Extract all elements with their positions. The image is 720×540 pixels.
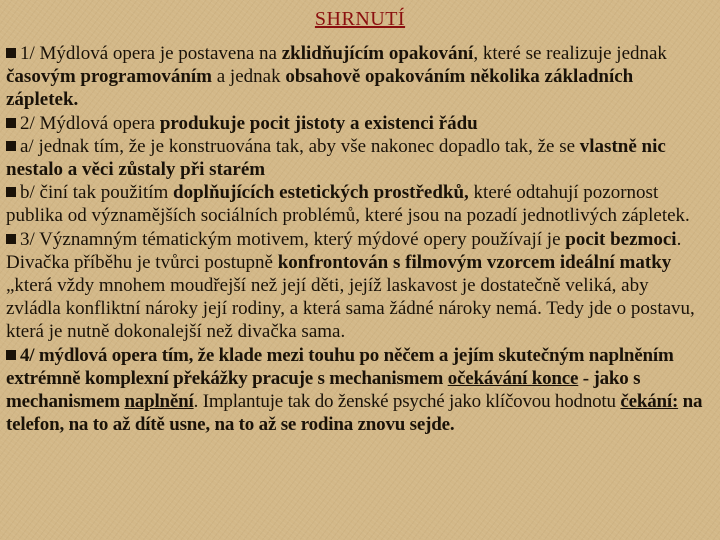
square-bullet-icon: [6, 48, 16, 58]
text-segment: - jako s mechanismem: [6, 367, 641, 413]
text-segment: doplňujících estetických prostředků,: [173, 182, 469, 204]
text-segment: které odtahují pozornost publika od významějších sociálních problémů, které jsou na pozadí jednotlivých zápletek.: [6, 182, 690, 227]
square-bullet-icon: [6, 350, 16, 360]
text-segment: konfrontován s filmovým vzorcem ideální matky: [277, 251, 672, 273]
text-segment: 3/ Významným tématickým motivem, který mýdové opery používají je: [20, 228, 566, 250]
text-segment: 2/ Mýdlová opera: [20, 112, 160, 134]
text-segment: a/ jednak tím, že je konstruována tak, aby vše nakonec dopadlo tak, že se: [20, 135, 580, 157]
text-segment: časovým programováním: [6, 66, 212, 88]
text-segment: b/ činí tak použitím: [20, 182, 174, 204]
text-segment: . Implantuje tak do ženské psyché jako klíčovou hodnotu: [193, 391, 621, 413]
square-bullet-icon: [6, 234, 16, 244]
text-segment: pocit bezmoci: [565, 228, 677, 250]
text-segment: očekávání konce: [447, 367, 579, 389]
paragraph: [6, 228, 708, 344]
text-segment: čekání:: [620, 391, 679, 413]
text-segment: a jednak: [212, 66, 286, 88]
text-segment: 4/ mýdlová opera tím, že klade mezi touhu po něčem a jejím skutečným naplněním extrémně komplexní překážky pracuje s mechanismem: [6, 344, 674, 389]
text-segment: zklidňujícím opakování: [281, 43, 474, 64]
paragraph: [6, 112, 708, 135]
slide-title: SHRNUTÍ: [314, 8, 406, 30]
paragraph: [6, 135, 708, 181]
text-segment: . Divačka příběhu je tvůrci postupně: [6, 228, 682, 273]
text-segment: produkuje pocit jistoty a existenci řádu: [159, 112, 478, 134]
text-segment: vlastně nic nestalo a věci zůstaly při starém: [6, 135, 666, 181]
text-segment: „která vždy mnohem moudřejší než její děti, jejíž laskavost je dostatečně veliká, aby zvládla konfliktní nároky její rodiny, a která sama žádné nároky nemá. Tedy jde o postavu, která je nutně dokonalejší než divačka sama.: [6, 275, 695, 343]
text-segment: naplnění: [124, 391, 194, 413]
text-segment: na telefon, na to až dítě usne, na to až se rodina znovu sejde.: [6, 391, 703, 436]
summary-body: [6, 42, 708, 436]
paragraph: [6, 181, 708, 227]
paragraph: [6, 42, 708, 112]
paragraph: [6, 344, 708, 437]
text-segment: obsahově opakováním několika základních zápletek.: [6, 66, 634, 111]
text-segment: 1/ Mýdlová opera je postavena na: [20, 43, 282, 64]
square-bullet-icon: [6, 141, 16, 151]
square-bullet-icon: [6, 118, 16, 128]
square-bullet-icon: [6, 187, 16, 197]
text-segment: , které se realizuje jednak: [473, 43, 667, 64]
